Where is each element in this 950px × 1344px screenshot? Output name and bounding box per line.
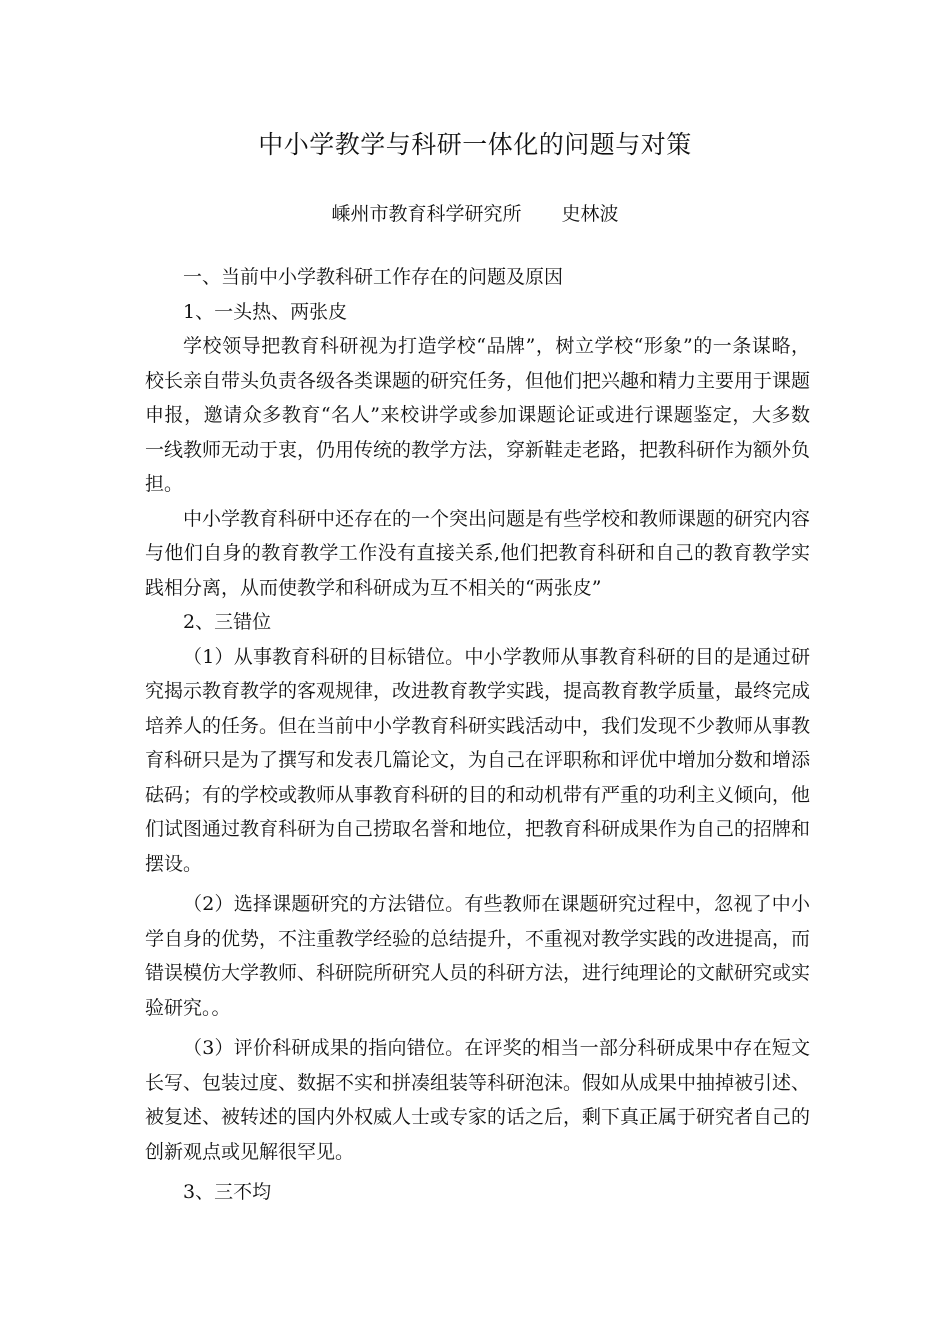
- author-organization: 嵊州市教育科学研究所: [331, 203, 522, 225]
- byline: [0, 200, 950, 228]
- subsection-heading: 1、一头热、两张皮: [183, 300, 348, 323]
- subsection-heading: 2、三错位: [183, 611, 272, 633]
- section-heading: 一、当前中小学教科研工作存在的问题及原因: [183, 266, 564, 288]
- body-paragraph: 学校领导把教育科研视为打造学校“品牌”，树立学校“形象”的一条谋略，校长亲自带头负责各级各类课题的研究任务，但他们把兴趣和精力主要用于课题申报，邀请众多教育“名人”来校讲学或参加课题论证或进行课题鉴定，大多数一线教师无动于衷，仍用传统的教学方法，穿新鞋走老路，把教科研作为额外负担。: [145, 335, 811, 495]
- author-name: 史林波: [561, 203, 619, 225]
- subsection-heading: 3、三不均: [183, 1181, 272, 1203]
- body-paragraph: 中小学教育科研中还存在的一个突出问题是有些学校和教师课题的研究内容与他们自身的教育教学工作没有直接关系,他们把教育科研和自己的教育教学实践相分离，从而使教学和科研成为互不相关的“两张皮”: [145, 507, 811, 599]
- body-paragraph: （1）从事教育科研的目标错位。中小学教师从事教育科研的目的是通过研究揭示教育教学的客观规律，改进教育教学实践，提高教育教学质量，最终完成培养人的任务。但在当前中小学教育科研实践活动中，我们发现不少教师从事教育科研只是为了撰写和发表几篇论文，为自己在评职称和评优中增加分数和增添砝码；有的学校或教师从事教育科研的目的和动机带有严重的功利主义倾向，他们试图通过教育科研为自己捞取名誉和地位，把教育科研成果作为自己的招牌和摆设。: [145, 645, 811, 875]
- body-paragraph: （3）评价科研成果的指向错位。在评奖的相当一部分科研成果中存在短文长写、包装过度、数据不实和拼凑组装等科研泡沫。假如从成果中抽掉被引述、被复述、被转述的国内外权威人士或专家的话之后，剩下真正属于研究者自己的创新观点或见解很罕见。: [145, 1037, 811, 1163]
- body-paragraph: （2）选择课题研究的方法错位。有些教师在课题研究过程中，忽视了中小学自身的优势，不注重教学经验的总结提升，不重视对教学实践的改进提高，而错误模仿大学教师、科研院所研究人员的科研方法，进行纯理论的文献研究或实验研究。。: [145, 893, 811, 1019]
- document-body: [145, 260, 810, 1210]
- document-title: 中小学教学与科研一体化的问题与对策: [258, 130, 692, 159]
